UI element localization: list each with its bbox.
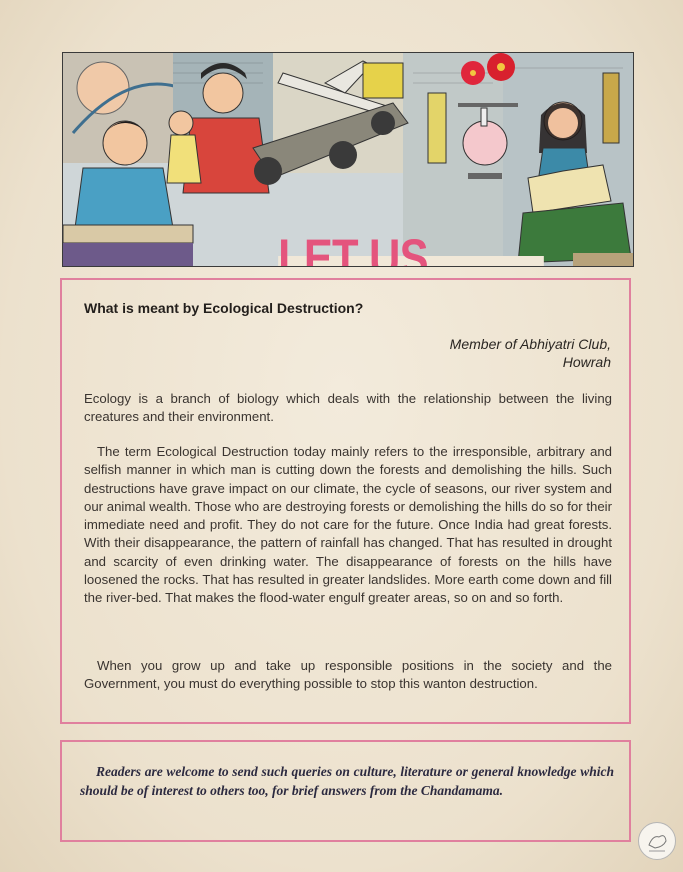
answer-paragraph: When you grow up and take up responsible positions in the society and the Government, you must do everything possible to stop this wanton destruction. bbox=[84, 658, 612, 692]
answer-paragraph: Ecology is a branch of biology which deals with the relationship between the living creatures and their environment. bbox=[84, 391, 612, 425]
banner-illustration bbox=[62, 52, 634, 267]
asker-club: Member of Abhiyatri Club, bbox=[449, 336, 611, 352]
question-answer-box bbox=[60, 278, 631, 724]
question-heading: What is meant by Ecological Destruction? bbox=[84, 300, 364, 316]
library-stamp-icon bbox=[638, 822, 676, 860]
section-title bbox=[278, 256, 544, 267]
answer-paragraph: The term Ecological Destruction today mainly refers to the irresponsible, arbitrary and selfish manner in which man is cutting down the forests and demolishing the hills. Such destructions have grave impact on our climate, the cycle of seasons, our river system and our animal wealth. Those who are destroying forests or demolishing the hills do so for their immediate need and profit. They do not care for the future. Once India had great forests. With their disappearance, the pattern of rainfall has changed. That has resulted in drought and scarcity of even drinking water. The disappearance of forests on the hills have loosened the rocks. That has resulted in greater landslides. More earth come down and fill the river-bed. That makes the flood-water engulf greater areas, so on and so forth. bbox=[84, 444, 612, 606]
asker-attribution bbox=[450, 335, 611, 371]
asker-city: Howrah bbox=[562, 354, 611, 370]
reader-note-box bbox=[60, 740, 631, 842]
reader-note-text: Readers are welcome to send such queries on culture, literature or general knowledge which should be of interest to others too, for brief answers from the Chandamama. bbox=[80, 764, 614, 798]
